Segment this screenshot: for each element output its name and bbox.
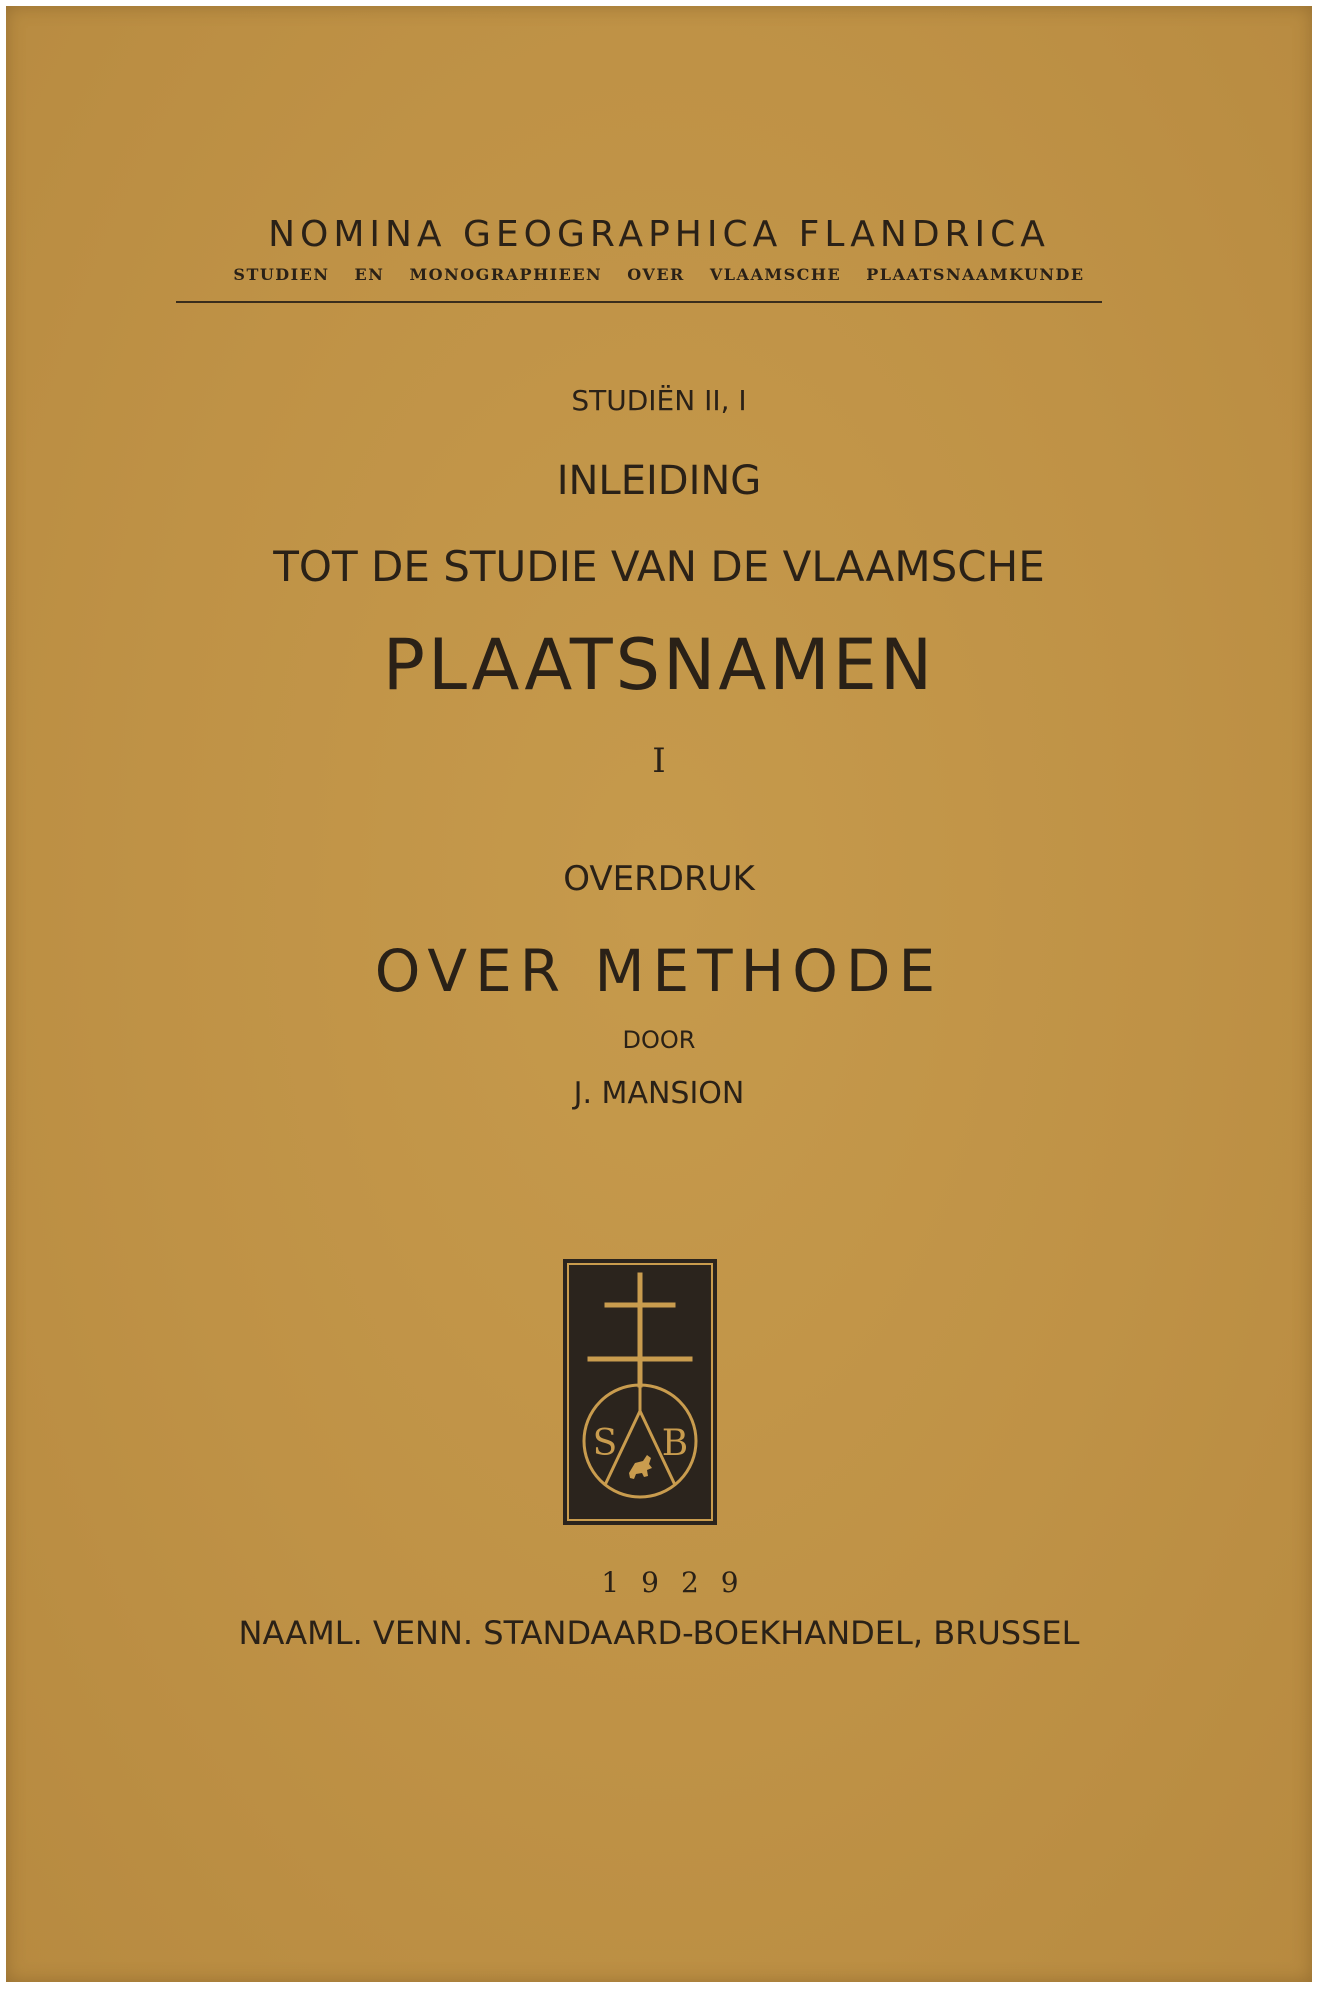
title-line-1: INLEIDING [556, 458, 762, 504]
publisher-cross-emblem-icon [563, 1259, 717, 1525]
main-title: PLAATSNAMEN [382, 624, 936, 706]
publisher-name: NAAML. VENN. STANDAARD-BOEKHANDEL, BRUSSEL [238, 1614, 1080, 1652]
author-name: J. MANSION [573, 1076, 745, 1111]
emblem-letter-right: B [661, 1423, 689, 1464]
book-cover [6, 6, 1312, 1982]
offprint-title: OVER METHODE [374, 937, 944, 1005]
offprint-label: OVERDRUK [563, 859, 755, 899]
title-line-2: TOT DE STUDIE VAN DE VLAAMSCHE [273, 542, 1045, 591]
header-divider [176, 301, 1102, 303]
publication-year: 1929 [601, 1566, 761, 1599]
volume-number: I [652, 741, 666, 781]
series-subtitle: STUDIEN EN MONOGRAPHIEEN OVER VLAAMSCHE PLAATSNAAMKUNDE [233, 265, 1085, 284]
series-number: STUDIËN II, I [571, 384, 747, 417]
by-label: DOOR [622, 1026, 696, 1054]
emblem-letter-left: S [592, 1423, 618, 1464]
series-title: NOMINA GEOGRAPHICA FLANDRICA [268, 214, 1050, 255]
